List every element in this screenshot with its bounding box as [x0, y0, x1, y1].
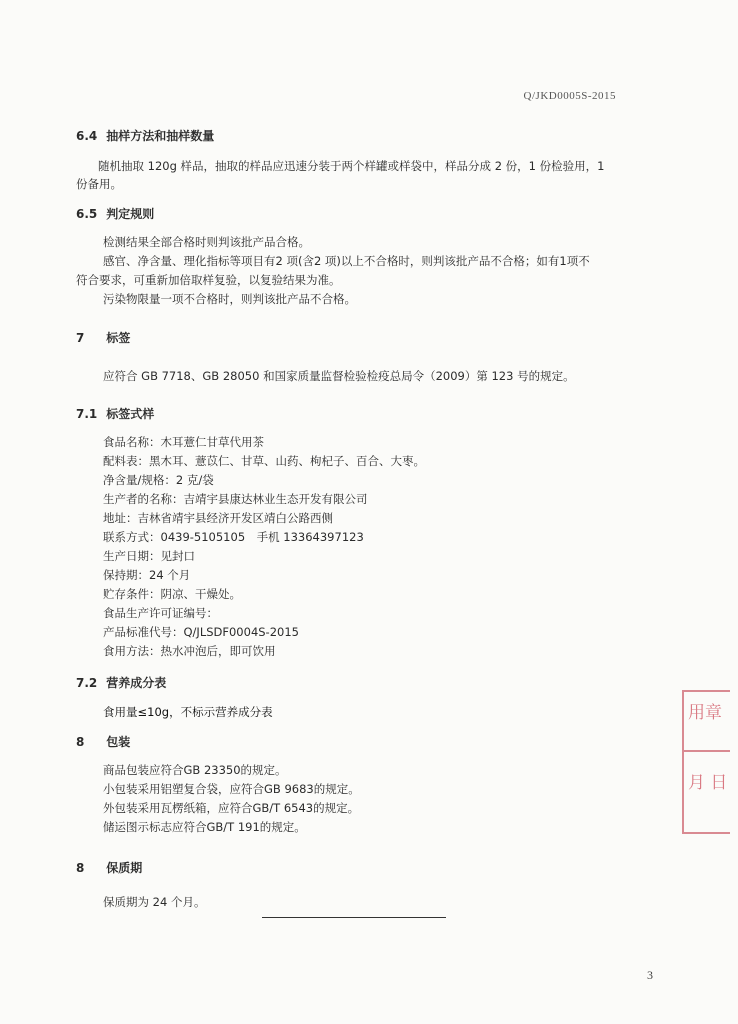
label-line: 净含量/规格：2 克/袋 [103, 473, 214, 487]
paragraph-line: 商品包装应符合GB 23350的规定。 [103, 763, 287, 777]
label-line: 食品名称：木耳薏仁甘草代用茶 [103, 435, 264, 449]
section-7-1-heading [76, 406, 154, 422]
section-7-heading [76, 330, 130, 346]
label-line: 贮存条件：阴凉、干燥处。 [103, 587, 241, 601]
section-title: 抽样方法和抽样数量 [106, 129, 215, 143]
paragraph-line: 食用量≤10g，不标示营养成分表 [103, 705, 273, 719]
label-line: 食品生产许可证编号： [103, 606, 218, 620]
section-6-5-heading [76, 206, 154, 222]
section-shelf-life-heading [76, 860, 142, 876]
section-7-2-heading [76, 675, 166, 691]
paragraph-line: 污染物限量一项不合格时，则判该批产品不合格。 [103, 292, 356, 306]
label-line: 联系方式：0439-5105105 手机 13364397123 [103, 530, 364, 544]
stamp-divider [684, 750, 730, 752]
label-line: 产品标准代号：Q/JLSDF0004S-2015 [103, 625, 299, 639]
paragraph-line: 小包装采用铝塑复合袋，应符合GB 9683的规定。 [103, 782, 360, 796]
section-8-heading [76, 734, 130, 750]
paragraph-line: 应符合 GB 7718、GB 28050 和国家质量监督检验检疫总局令（2009）第 123 号的规定。 [103, 369, 575, 383]
section-title: 营养成分表 [106, 676, 167, 690]
section-title: 标签式样 [106, 407, 155, 421]
section-title: 判定规则 [106, 207, 155, 221]
stamp-text: 用章 [688, 703, 722, 723]
section-number: 7 [76, 331, 85, 345]
end-rule [262, 917, 446, 918]
label-line: 配料表：黑木耳、薏苡仁、甘草、山药、枸杞子、百合、大枣。 [103, 454, 425, 468]
paragraph-line: 感官、净含量、理化指标等项目有2 项(含2 项)以上不合格时，则判该批产品不合格；如有1项不 [103, 254, 590, 268]
paragraph-line: 外包装采用瓦楞纸箱，应符合GB/T 6543的规定。 [103, 801, 360, 815]
label-line: 地址：吉林省靖宇县经济开发区靖白公路西侧 [103, 511, 333, 525]
section-6-4-heading [76, 128, 214, 144]
label-line: 食用方法：热水冲泡后，即可饮用 [103, 644, 276, 658]
section-number: 7.2 [76, 676, 98, 690]
section-title: 标签 [106, 331, 131, 345]
section-number: 6.5 [76, 207, 98, 221]
seal-stamp [682, 690, 730, 834]
paragraph-line: 检测结果全部合格时则判该批产品合格。 [103, 235, 310, 249]
label-line: 生产者的名称：吉靖宇县康达林业生态开发有限公司 [103, 492, 368, 506]
paragraph-line: 储运图示标志应符合GB/T 191的规定。 [103, 820, 306, 834]
section-number: 8 [76, 735, 85, 749]
paragraph-line: 保质期为 24 个月。 [103, 895, 206, 909]
section-number: 6.4 [76, 129, 98, 143]
section-number: 8 [76, 861, 85, 875]
stamp-text: 月 日 [688, 773, 728, 793]
label-line: 生产日期：见封口 [103, 549, 195, 563]
page-number: 3 [647, 968, 653, 982]
paragraph-line: 符合要求，可重新加倍取样复验，以复验结果为准。 [76, 273, 341, 287]
paragraph-line: 随机抽取 120g 样品，抽取的样品应迅速分装于两个样罐或样袋中，样品分成 2 份，1 份检验用，1 [98, 159, 605, 173]
section-title: 包装 [106, 735, 131, 749]
paragraph-line: 份备用。 [76, 177, 122, 191]
label-line: 保持期：24 个月 [103, 568, 191, 582]
section-number: 7.1 [76, 407, 98, 421]
section-title: 保质期 [106, 861, 143, 875]
document-code: Q/JKD0005S-2015 [523, 90, 616, 102]
